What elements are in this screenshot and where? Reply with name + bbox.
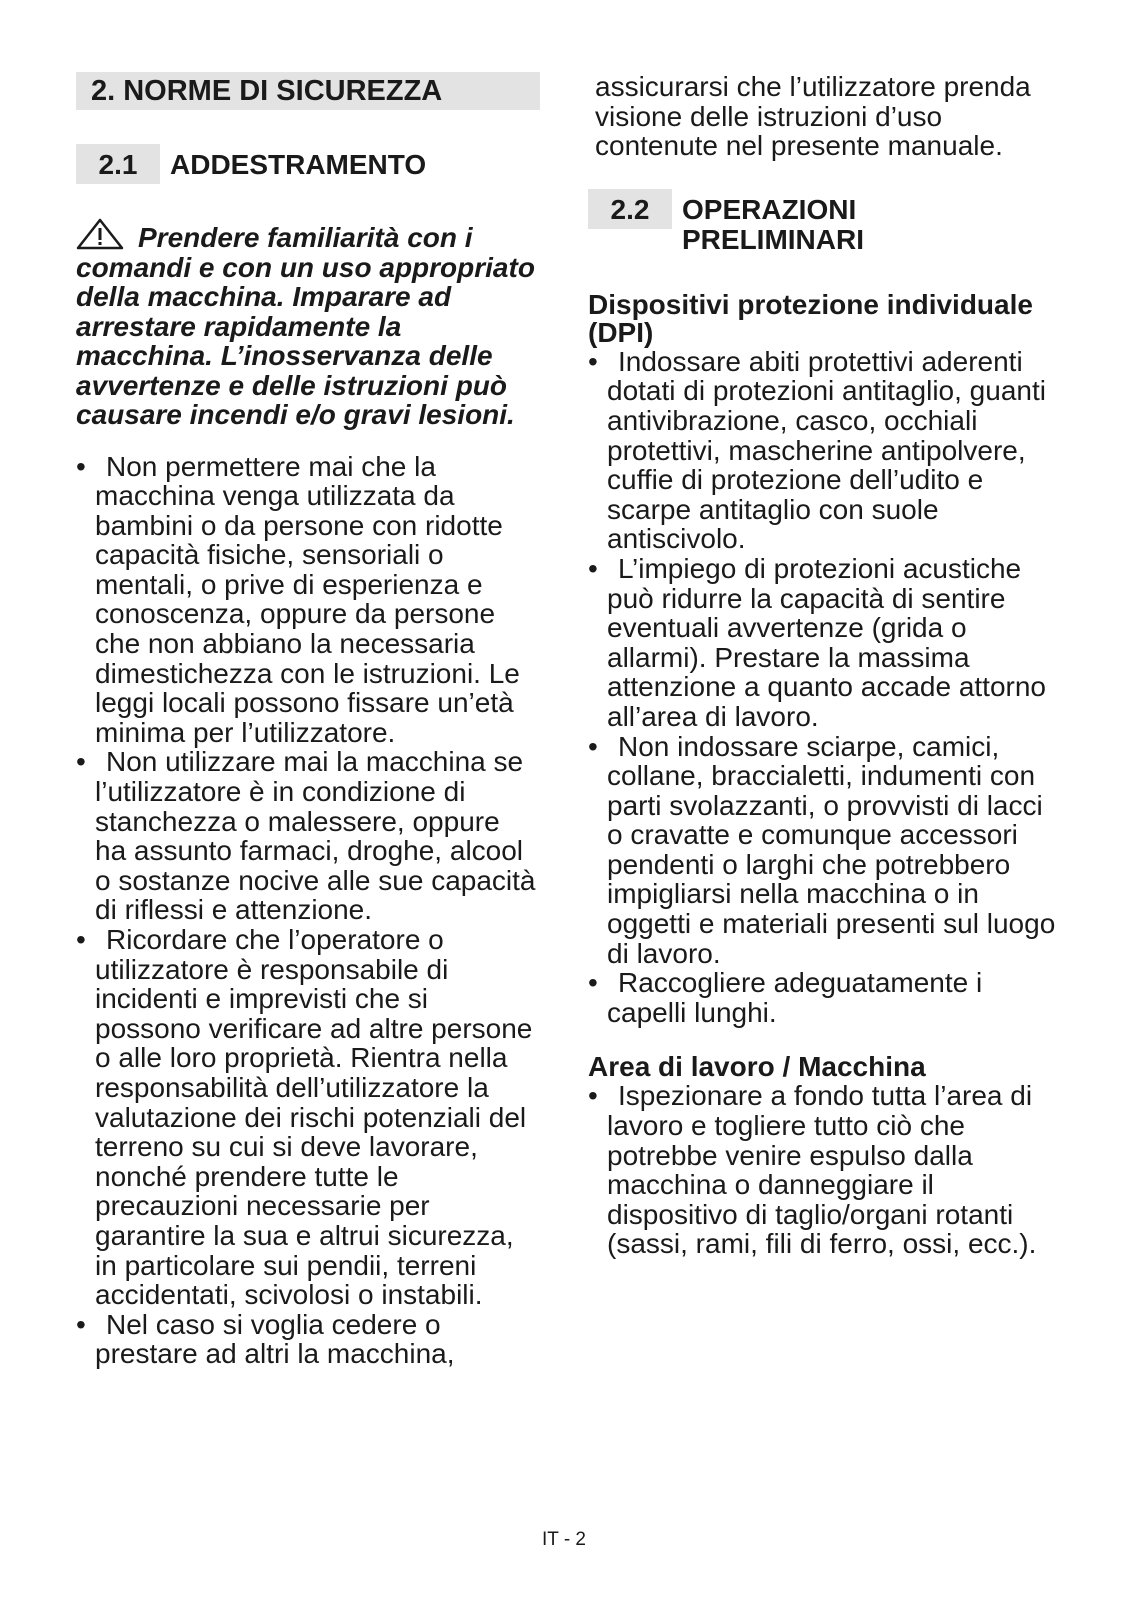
subsection-2-1 [76, 144, 536, 184]
page-number: IT - 2 [542, 1529, 586, 1550]
warning-block [76, 218, 536, 430]
list-item: • Ispezionare a fondo tutta l’area di lavoro e togliere tutto ciò che potrebbe venire espulso dalla macchina o danneggiare il dispositivo di taglio/organi rotanti (sassi, rami, fili di ferro, ossi, ecc.). [588, 1080, 1037, 1260]
dpi-heading: Dispositivi protezione individuale (DPI) [588, 288, 1033, 348]
list-item: • Non indossare sciarpe, camici, collane, braccialetti, indumenti con parti svolazzanti, o provvisti di lacci o cravatte e comunque accessori pendenti o larghi che potrebbero impigliarsi nella macchina o in oggetti e materiali presenti sul luogo di lavoro. [588, 730, 1056, 969]
section-title: 2. NORME DI SICUREZZA [76, 72, 540, 110]
right-column [588, 72, 1058, 1259]
list-item: • Raccogliere adeguatamente i capelli lunghi. [588, 967, 983, 1028]
area-heading: Area di lavoro / Macchina [588, 1051, 926, 1083]
warning-text: Prendere familiarità con i comandi e con un uso appropriato della macchina. Imparare ad arrestare rapidamente la macchina. L’inosservanza delle avvertenze e delle istruzioni può causare incendi e/o gravi lesioni. [76, 222, 535, 430]
warning-triangle-icon [76, 218, 124, 250]
subsection-2-2 [588, 189, 1058, 255]
subsection-number: 2.2 [588, 189, 672, 229]
continuation-text: assicurarsi che l’utilizzatore prenda visione delle istruzioni d’uso contenute nel presente manuale. [595, 71, 1031, 162]
list-item: • L’impiego di protezioni acustiche può ridurre la capacità di sentire eventuali avvertenze (grida o allarmi). Prestare la massima attenzione a quanto accade attorno all’area di lavoro. [588, 552, 1047, 732]
list-item: • Non utilizzare mai la macchina se l’utilizzatore è in condizione di stanchezza o malessere, oppure ha assunto farmaci, droghe, alcool o sostanze nocive alle sue capacità di riflessi e attenzione. [76, 746, 536, 926]
subsection-title: OPERAZIONI PRELIMINARI [682, 193, 864, 255]
list-item: • Non permettere mai che la macchina venga utilizzata da bambini o da persone con ridotte capacità fisiche, sensoriali o mentali, o prive di esperienza e conoscenza, oppure da persone che non abbiano la necessaria dimestichezza con le istruzioni. Le leggi locali possono fissare un’età minima per l’utilizzatore. [76, 450, 520, 748]
list-item: • Indossare abiti protettivi aderenti dotati di protezioni antitaglio, guanti antivibrazione, casco, occhiali protettivi, mascherine antipolvere, cuffie di protezione dell’udito e scarpe antitaglio con suole antiscivolo. [588, 345, 1046, 555]
training-bullet-list [76, 452, 536, 1369]
list-item: • Nel caso si voglia cedere o prestare ad altri la macchina, [76, 1308, 455, 1370]
area-bullet-list [588, 1081, 1058, 1259]
subsection-title: ADDESTRAMENTO [170, 149, 427, 180]
left-column [76, 72, 536, 1369]
dpi-bullet-list [588, 347, 1058, 1028]
subsection-number: 2.1 [76, 144, 160, 184]
list-item: • Ricordare che l’operatore o utilizzatore è responsabile di incidenti e imprevisti che si possono verificare ad altre persone o alle loro proprietà. Rientra nella responsabilità dell’utilizzatore la valutazione dei rischi potenziali del terreno su cui si deve lavorare, nonché prendere tutte le precauzioni necessarie per garantire la sua e altrui sicurezza, in particolare sui pendii, terreni accidentati, scivolosi o instabili. [76, 924, 533, 1311]
